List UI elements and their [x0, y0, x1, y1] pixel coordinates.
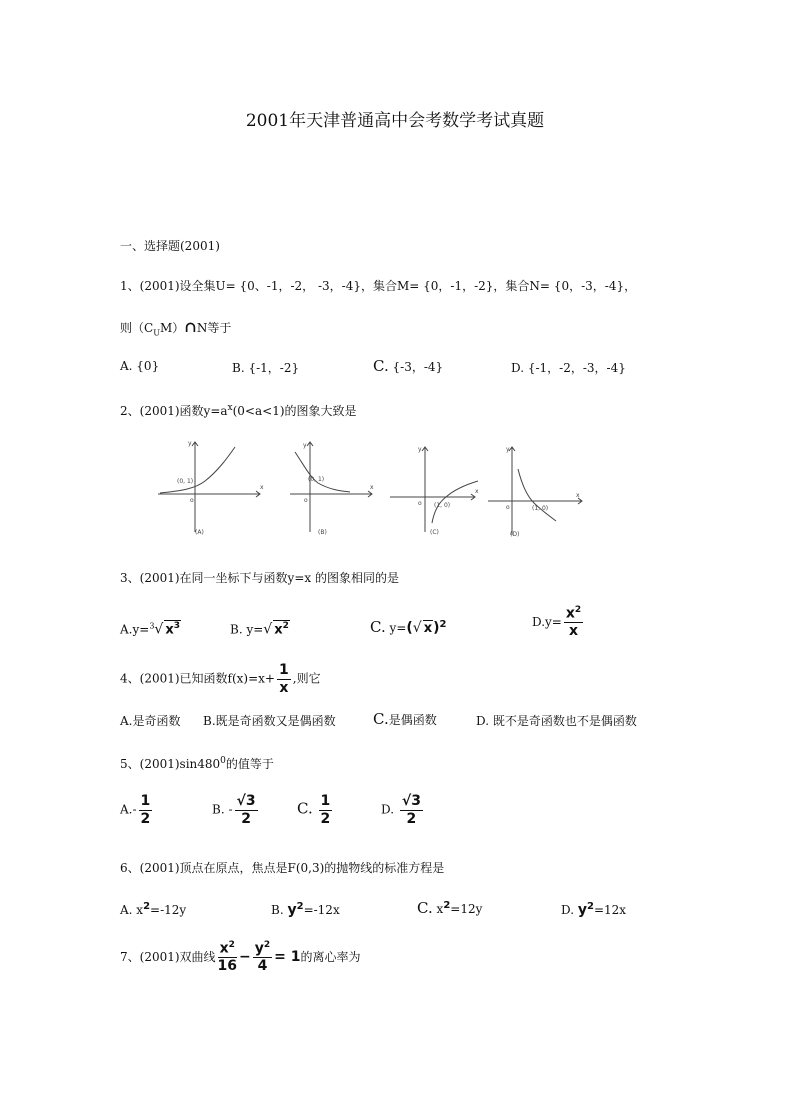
exponential-graphs	[150, 437, 590, 542]
svg-text:x: x	[370, 484, 374, 491]
q6-option-d: D. $y^2=12x$	[561, 901, 627, 918]
q4-option-c: C.是偶函数	[373, 710, 437, 728]
svg-text:o: o	[190, 497, 194, 504]
q4-option-b: B.既是奇函数又是偶函数	[203, 714, 336, 728]
section-heading: 一、选择题(2001)	[120, 239, 220, 253]
graph-c	[390, 447, 478, 532]
svg-text:o: o	[418, 500, 422, 507]
q1-option-b: B. {-1，-2}	[232, 361, 300, 375]
q6-option-a: A. $x^2=-12y$	[120, 901, 187, 917]
graph-b	[290, 442, 372, 532]
q3-option-d: D.y= $\frac{x^2}{x}$	[532, 605, 582, 640]
svg-text:y: y	[418, 446, 422, 453]
svg-text:y: y	[188, 440, 192, 447]
graph-a-point: (0, 1)	[177, 478, 194, 485]
q1-option-a: A. {0}	[120, 359, 160, 373]
question-3-text: 3、(2001)在同一坐标下与函数y=x 的图象相同的是	[120, 571, 399, 585]
q3-option-b: B. y=√ $x^2$	[230, 621, 289, 638]
graph-b-point: (0, 1)	[308, 476, 325, 483]
q5-option-b: B. - $\frac{√3}{2}$	[212, 793, 256, 827]
question-4-text: 4、(2001)已知函数f(x)=x+ $\frac{1}{x}$ ,则它	[120, 662, 321, 696]
question-1-text-cont: 则$(C_UM)\cap N$等于	[120, 318, 232, 338]
question-2-text: 2、(2001)函数$y=a^x(0<a<1)$的图象大致是	[120, 403, 357, 418]
q4-option-a: A.是奇函数	[120, 714, 181, 728]
graph-c-label: (C)	[430, 529, 439, 536]
question-1-text: 1、(2001)设全集U= {0、-1，-2， -3，-4}，集合M= {0，-1，-2}，集合N= {0，-3，-4}，	[120, 279, 637, 293]
q3-option-c: C. y=(√ x)$^2$	[370, 618, 447, 636]
q5-option-a: A.- $\frac{1}{2}$	[120, 793, 151, 827]
graph-d-point: (1, 0)	[532, 505, 549, 512]
svg-text:x: x	[260, 484, 264, 491]
page-title: 2001年天津普通高中会考数学考试真题	[245, 111, 545, 131]
question-6-text: 6、(2001)顶点在原点，焦点是F(0,3)的抛物线的标准方程是	[120, 861, 445, 875]
graph-c-point: (1, 0)	[434, 502, 451, 509]
q6-option-c: C. $x^2=12y$	[417, 899, 483, 917]
svg-text:o: o	[506, 504, 510, 511]
q1-option-d: D. {-1，-2，-3，-4}	[511, 361, 626, 375]
question-5-text: 5、$(2001)\sin 480^0$的值等于	[120, 756, 274, 771]
svg-text:y: y	[506, 446, 510, 453]
graph-d	[488, 447, 582, 535]
q4-option-d: D. 既不是奇函数也不是偶函数	[476, 714, 637, 728]
question-7-text: 7、(2001)双曲线 $\frac{x^2}{16}$ − $\frac{y^2}{4}$ = 1的离心率为	[120, 940, 361, 975]
svg-text:y: y	[303, 442, 307, 449]
q1-option-c: C. {-3，-4}	[373, 357, 444, 375]
graph-d-label: (D)	[510, 531, 520, 538]
svg-text:o: o	[304, 497, 308, 504]
graph-a	[158, 442, 260, 532]
graph-a-label: (A)	[195, 529, 204, 536]
q3-option-a: A.y=$^3$√ $x^3$	[120, 621, 180, 638]
q5-option-d: D. $\frac{√3}{2}$	[381, 793, 421, 827]
svg-text:x: x	[576, 492, 580, 499]
q5-option-c: C. $\frac{1}{2}$	[297, 793, 331, 827]
graph-b-label: (B)	[318, 529, 327, 536]
svg-text:x: x	[475, 488, 479, 495]
q6-option-b: B. $y^2=-12x$	[271, 901, 340, 918]
